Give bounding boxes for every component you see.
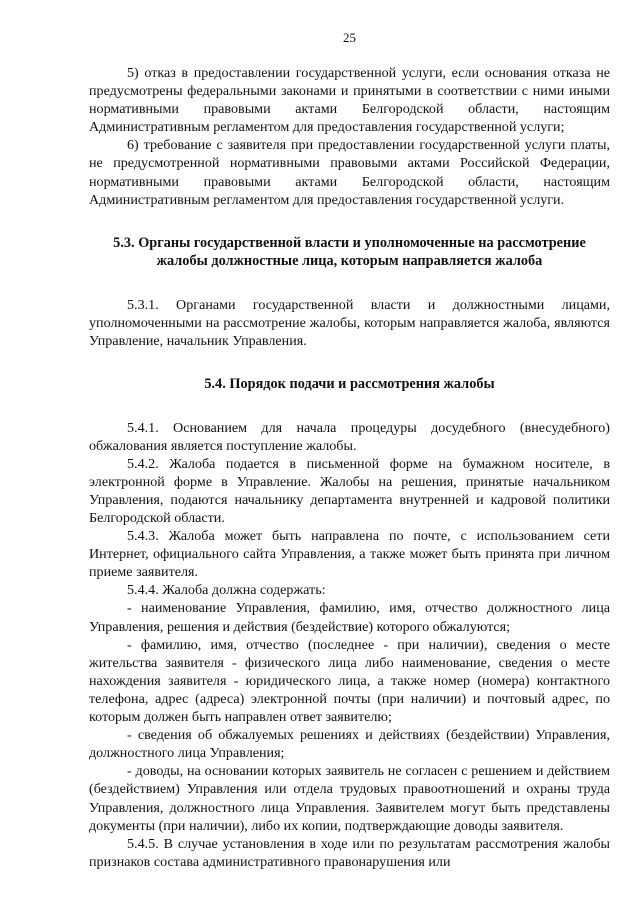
paragraph: 5.4.1. Основанием для начала процедуры досудебного (внесудебного) обжалования является поступление жалобы. <box>89 419 610 454</box>
section-heading-5-3: 5.3. Органы государственной власти и уполномоченные на рассмотрение жалобы должностные лица, которым направляется жалоба <box>113 234 586 270</box>
list-item: - доводы, на основании которых заявитель не согласен с решением и действием (бездействием) Управления или отдела трудовых правоотношений и охраны труда Управления, должностного лица Управления. Заявителем могут быть представлены документы (при наличии), либо их копии, подтверждающие доводы заявителя. <box>89 763 610 834</box>
paragraph: 6) требование с заявителя при предоставлении государственной услуги платы, не предусмотренной нормативными правовыми актами Российской Федерации, нормативными правовыми актами Белгородской области, настоящим Административным регламентом для предоставления государственной услуги. <box>89 137 610 208</box>
paragraph: 5.3.1. Органами государственной власти и должностными лицами, уполномоченными на рассмотрение жалобы, которым направляется жалоба, являются Управление, начальник Управления. <box>89 296 610 349</box>
paragraph: 5) отказ в предоставлении государственной услуги, если основания отказа не предусмотрены федеральными законами и принятыми в соответствии с ними иными нормативными правовыми актами Белгородской области, настоящим Административным регламентом для предоставления государственной услуги; <box>89 65 610 136</box>
section-54-body <box>89 419 610 871</box>
list-item: - сведения об обжалуемых решениях и действиях (бездействии) Управления, должностного лица Управления; <box>89 727 610 762</box>
paragraph: 5.4.3. Жалоба может быть направлена по почте, с использованием сети Интернет, официального сайта Управления, а также может быть принята при личном приеме заявителя. <box>89 528 610 581</box>
paragraph: 5.4.4. Жалоба должна содержать: <box>127 582 326 599</box>
section-52-list <box>89 64 610 209</box>
list-item: - фамилию, имя, отчество (последнее - при наличии), сведения о месте жительства заявителя - физического лица либо наименование, сведения о месте нахождения заявителя - юридического лица, а также номер (номера) контактного телефона, адрес (адреса) электронной почты (при наличии) и почтовый адрес, по которым должен быть направлен ответ заявителю; <box>89 636 610 726</box>
paragraph: 5.4.5. В случае установления в ходе или по результатам рассмотрения жалобы признаков состава административного правонарушения или <box>89 835 610 870</box>
list-item: - наименование Управления, фамилию, имя, отчество должностного лица Управления, решения и действия (бездействие) которого обжалуются; <box>89 600 610 635</box>
section-heading-5-4: 5.4. Порядок подачи и рассмотрения жалобы <box>204 376 495 393</box>
paragraph: 5.4.2. Жалоба подается в письменной форме на бумажном носителе, в электронной форме в Управление. Жалобы на решения, принятые начальником Управления, подаются начальнику департамента внутренней и кадровой политики Белгородской области. <box>89 455 610 526</box>
page-number: 25 <box>343 30 356 45</box>
